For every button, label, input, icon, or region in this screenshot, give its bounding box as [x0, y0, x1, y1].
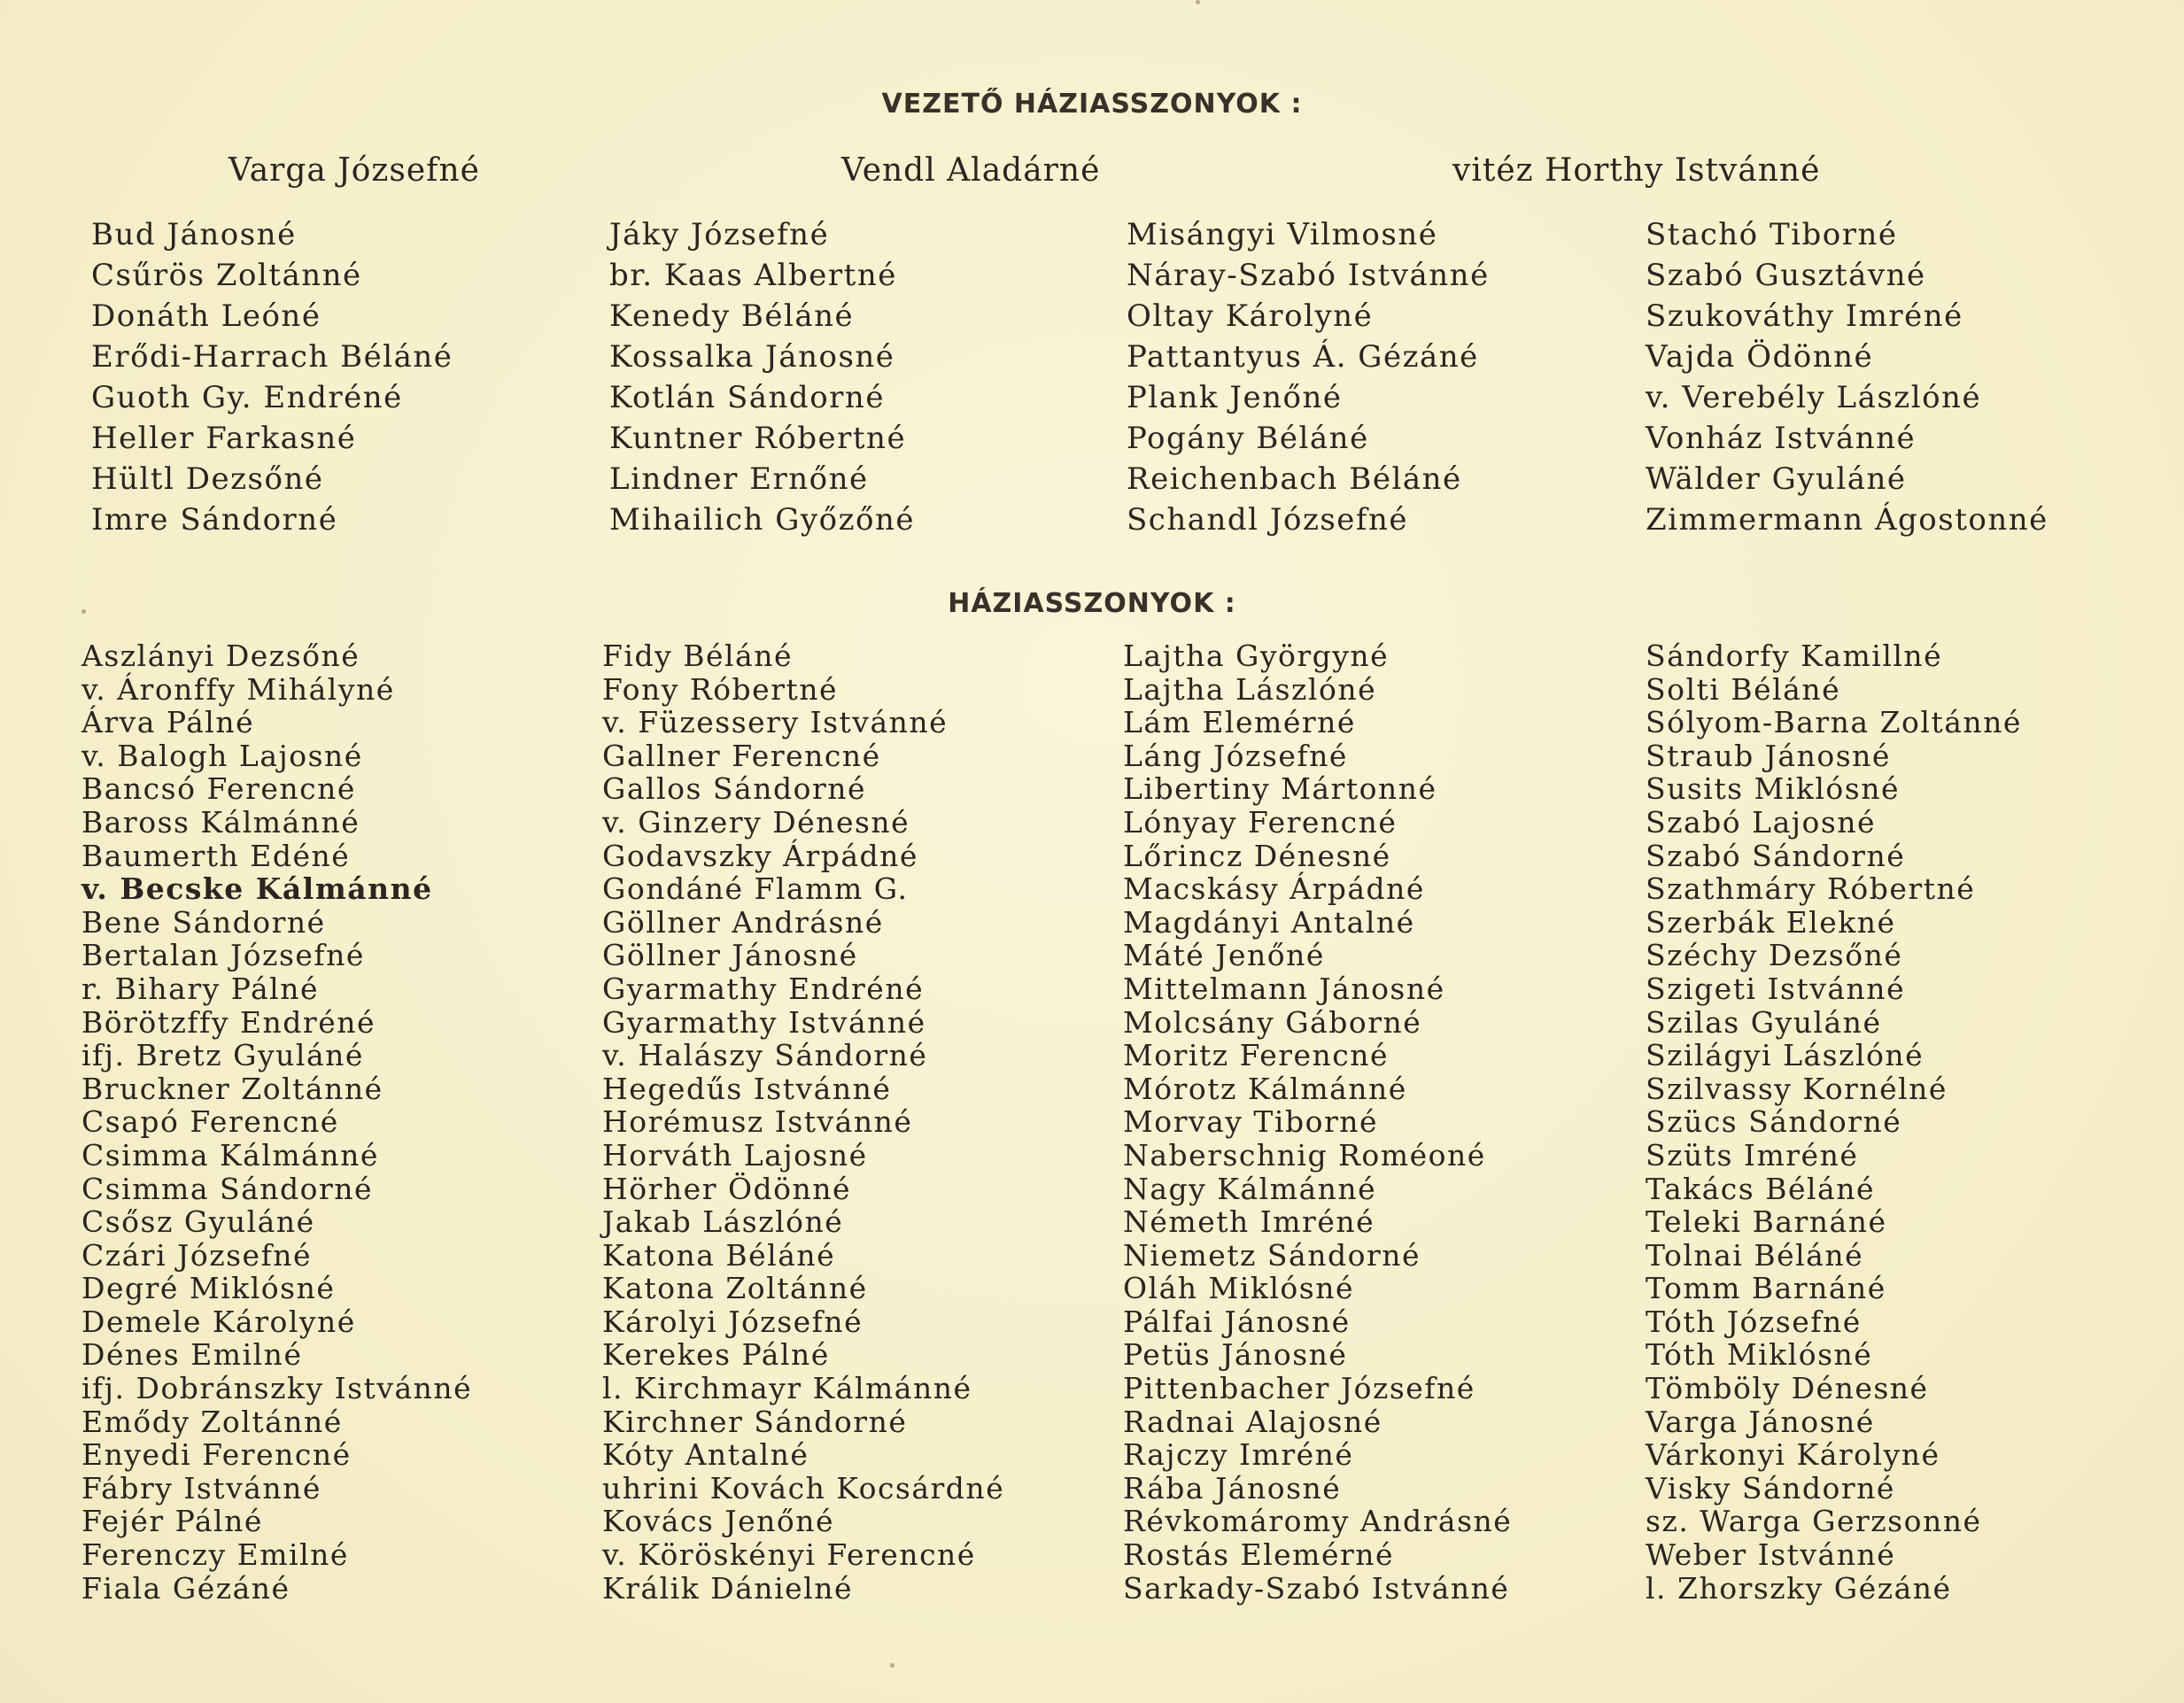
- name-entry: Csapó Ferencné: [81, 1104, 339, 1140]
- name-entry: Naberschnig Roméoné: [1123, 1137, 1486, 1173]
- name-entry: Tóth Józsefné: [1646, 1304, 1862, 1339]
- name-entry: v. Becske Kálmánné: [81, 871, 433, 907]
- name-entry: Plank Jenőné: [1127, 380, 1343, 415]
- name-entry: Szukováthy Imréné: [1646, 298, 1963, 334]
- name-entry: Szüts Imréné: [1646, 1137, 1859, 1173]
- name-entry: Lónyay Ferencné: [1123, 804, 1398, 840]
- name-entry: Árva Pálné: [81, 705, 255, 740]
- name-entry: Teleki Barnáné: [1646, 1204, 1887, 1240]
- name-entry: v. Füzessery Istvánné: [602, 705, 949, 740]
- name-entry: Petüs Jánosné: [1123, 1337, 1348, 1373]
- name-entry: Emődy Zoltánné: [81, 1404, 343, 1439]
- name-entry: Lajtha Györgyné: [1123, 639, 1390, 673]
- name-entry: Magdányi Antalné: [1123, 904, 1415, 940]
- hostess-column: [1123, 639, 1512, 1605]
- name-entry: Bruckner Zoltánné: [81, 1071, 383, 1106]
- name-entry: Csimma Kálmánné: [81, 1137, 379, 1173]
- name-entry: Lajtha Lászlóné: [1123, 671, 1377, 707]
- name-entry: Tóth Miklósné: [1646, 1337, 1873, 1373]
- name-entry: Pittenbacher Józsefné: [1123, 1371, 1475, 1406]
- name-entry: r. Bihary Pálné: [81, 971, 320, 1006]
- name-entry: Szerbák Elekné: [1646, 904, 1896, 940]
- name-entry: Szabó Gusztávné: [1646, 258, 1926, 293]
- name-entry: Sándorfy Kamillné: [1646, 639, 1943, 673]
- name-entry: Wälder Gyuláné: [1646, 461, 1907, 497]
- name-entry: ifj. Bretz Gyuláné: [81, 1038, 364, 1073]
- name-entry: Zimmermann Ágostonné: [1646, 502, 2048, 538]
- name-entry: Kossalka Jánosné: [609, 339, 895, 375]
- name-entry: Morvay Tiborné: [1123, 1104, 1378, 1140]
- name-entry: Czári Józsefné: [81, 1237, 313, 1273]
- name-entry: Gallner Ferencné: [602, 738, 881, 773]
- name-entry: Sólyom-Barna Zoltánné: [1646, 705, 2022, 740]
- name-entry: Gondáné Flamm G.: [602, 871, 909, 907]
- name-entry: Pálfai Jánosné: [1123, 1304, 1351, 1339]
- name-entry: Horváth Lajosné: [602, 1137, 868, 1173]
- name-entry: Schandl Józsefné: [1127, 502, 1409, 538]
- name-entry: Hörher Ödönné: [602, 1171, 852, 1206]
- name-entry: Kirchner Sándorné: [602, 1404, 908, 1439]
- name-entry: Oltay Károlyné: [1127, 298, 1374, 334]
- leading-hostesses-heading: VEZETŐ HÁZIASSZONYOK :: [881, 89, 1303, 120]
- name-entry: Gallos Sándorné: [602, 771, 867, 807]
- name-entry: Hegedűs Istvánné: [602, 1071, 892, 1106]
- name-entry: Stachó Tiborné: [1646, 217, 1898, 252]
- paper-speck: [890, 1663, 895, 1668]
- name-entry: Moritz Ferencné: [1123, 1038, 1390, 1073]
- name-entry: Fábry Istvánné: [81, 1470, 321, 1506]
- name-entry: Göllner Andrásné: [602, 904, 884, 940]
- name-entry: Vonház Istvánné: [1646, 421, 1917, 456]
- name-entry: Bancsó Ferencné: [81, 771, 356, 807]
- leading-column: [91, 214, 453, 540]
- name-entry: Macskásy Árpádné: [1123, 871, 1425, 907]
- name-entry: Mihailich Győzőné: [609, 502, 915, 538]
- name-entry: Szücs Sándorné: [1646, 1104, 1902, 1140]
- name-entry: Heller Farkasné: [91, 421, 357, 456]
- name-entry: Dénes Emilné: [81, 1337, 303, 1373]
- name-entry: Kotlán Sándorné: [609, 380, 885, 415]
- hostess-column: [81, 639, 472, 1605]
- name-entry: Tolnai Béláné: [1646, 1237, 1864, 1273]
- name-entry: Németh Imréné: [1123, 1204, 1375, 1240]
- name-entry: Csimma Sándorné: [81, 1171, 374, 1206]
- name-entry: Ferenczy Emilné: [81, 1537, 349, 1573]
- name-entry: Libertiny Mártonné: [1123, 771, 1437, 807]
- name-entry: Aszlányi Dezsőné: [81, 639, 360, 673]
- name-entry: Baross Kálmánné: [81, 804, 360, 840]
- name-entry: Rajczy Imréné: [1123, 1437, 1354, 1473]
- name-entry: ifj. Dobránszky Istvánné: [81, 1371, 473, 1406]
- name-entry: Kóty Antalné: [602, 1437, 809, 1473]
- name-entry: Visky Sándorné: [1646, 1470, 1895, 1506]
- hostess-column: [602, 639, 1004, 1605]
- name-entry: Bud Jánosné: [91, 217, 297, 252]
- name-entry: Misángyi Vilmosné: [1127, 217, 1438, 252]
- name-entry: Gyarmathy Istvánné: [602, 1004, 926, 1040]
- name-entry: Rostás Elemérné: [1123, 1537, 1395, 1573]
- name-entry: v. Ginzery Dénesné: [602, 804, 910, 840]
- name-entry: v. Verebély Lászlóné: [1646, 380, 1982, 415]
- name-entry: Takács Béláné: [1646, 1171, 1875, 1206]
- name-entry: Godavszky Árpádné: [602, 838, 918, 873]
- leading-column: [1646, 214, 2048, 540]
- name-entry: Rába Jánosné: [1123, 1470, 1342, 1506]
- name-entry: Fiala Gézáné: [81, 1570, 290, 1606]
- name-entry: Fony Róbertné: [602, 671, 839, 707]
- name-entry: Vajda Ödönné: [1646, 339, 1874, 375]
- name-entry: Szilas Gyuláné: [1646, 1004, 1882, 1040]
- name-entry: Szigeti Istvánné: [1646, 971, 1906, 1006]
- name-entry: Révkomáromy Andrásné: [1123, 1504, 1513, 1539]
- name-entry: Szilvassy Kornélné: [1646, 1071, 1948, 1106]
- name-entry: Kenedy Béláné: [609, 298, 855, 334]
- name-entry: br. Kaas Albertné: [609, 258, 897, 293]
- leading-column: [609, 214, 915, 540]
- name-entry: Radnai Alajosné: [1123, 1404, 1382, 1439]
- name-entry: Fejér Pálné: [81, 1504, 263, 1539]
- name-entry: Mórotz Kálmánné: [1123, 1071, 1407, 1106]
- name-entry: Reichenbach Béláné: [1127, 461, 1462, 497]
- hostess-column: [1646, 639, 2022, 1605]
- name-entry: Szabó Lajosné: [1646, 804, 1877, 840]
- name-entry: Tömböly Dénesné: [1646, 1371, 1929, 1406]
- name-entry: Lőrincz Dénesné: [1123, 838, 1391, 873]
- name-entry: Horémusz Istvánné: [602, 1104, 913, 1140]
- name-entry: Göllner Jánosné: [602, 938, 858, 973]
- name-entry: v. Halászy Sándorné: [602, 1038, 928, 1073]
- name-entry: Baumerth Edéné: [81, 838, 351, 873]
- name-entry: Várkonyi Károlyné: [1646, 1437, 1940, 1473]
- name-entry: Degré Miklósné: [81, 1271, 336, 1306]
- name-entry: Máté Jenőné: [1123, 938, 1325, 973]
- name-entry: Imre Sándorné: [91, 502, 338, 538]
- name-entry: Kovács Jenőné: [602, 1504, 835, 1539]
- name-entry: Jáky Józsefné: [609, 217, 830, 252]
- name-entry: Tomm Barnáné: [1646, 1271, 1886, 1306]
- name-entry: Börötzffy Endréné: [81, 1004, 376, 1040]
- name-entry: v. Köröskényi Ferencné: [602, 1537, 976, 1573]
- name-entry: Jakab Lászlóné: [602, 1204, 844, 1240]
- name-entry: Láng Józsefné: [1123, 738, 1348, 773]
- name-entry: Károlyi Józsefné: [602, 1304, 864, 1339]
- name-entry: Hültl Dezsőné: [91, 461, 324, 497]
- name-entry: Donáth Leóné: [91, 298, 321, 334]
- name-entry: v. Balogh Lajosné: [81, 738, 363, 773]
- name-entry: Szathmáry Róbertné: [1646, 871, 1976, 907]
- leader-name: vitéz Horthy Istvánné: [1452, 152, 1821, 189]
- name-entry: Enyedi Ferencné: [81, 1437, 352, 1473]
- name-entry: Weber Istvánné: [1646, 1537, 1896, 1573]
- leader-name: Vendl Aladárné: [841, 152, 1101, 189]
- name-entry: Széchy Dezsőné: [1646, 938, 1903, 973]
- name-entry: Králik Dánielné: [602, 1570, 854, 1606]
- name-entry: Susits Miklósné: [1646, 771, 1901, 807]
- name-entry: Katona Zoltánné: [602, 1271, 868, 1306]
- name-entry: Varga Jánosné: [1646, 1404, 1875, 1439]
- name-entry: Fidy Béláné: [602, 639, 793, 673]
- name-entry: Náray-Szabó Istvánné: [1127, 258, 1490, 293]
- paper-speck: [1196, 0, 1200, 4]
- name-entry: Pogány Béláné: [1127, 421, 1369, 456]
- name-entry: v. Áronffy Mihályné: [81, 671, 395, 707]
- name-entry: Erődi-Harrach Béláné: [91, 339, 453, 375]
- name-entry: Csősz Gyuláné: [81, 1204, 315, 1240]
- name-entry: Gyarmathy Endréné: [602, 971, 925, 1006]
- name-entry: Bertalan Józsefné: [81, 938, 365, 973]
- name-entry: Mittelmann Jánosné: [1123, 971, 1445, 1006]
- name-entry: Guoth Gy. Endréné: [91, 380, 403, 415]
- name-entry: Sarkady-Szabó Istvánné: [1123, 1570, 1510, 1606]
- name-entry: Szilágyi Lászlóné: [1646, 1038, 1925, 1073]
- name-entry: Solti Béláné: [1646, 671, 1841, 707]
- leading-column: [1127, 214, 1490, 540]
- name-entry: Lindner Ernőné: [609, 461, 869, 497]
- name-entry: Niemetz Sándorné: [1123, 1237, 1421, 1273]
- name-entry: Straub Jánosné: [1646, 738, 1891, 773]
- name-entry: l. Kirchmayr Kálmánné: [602, 1371, 972, 1406]
- name-entry: Lám Elemérné: [1123, 705, 1356, 740]
- leader-name: Varga Józsefné: [228, 152, 480, 189]
- name-entry: Katona Béláné: [602, 1237, 836, 1273]
- name-entry: Pattantyus Á. Gézáné: [1127, 339, 1479, 375]
- name-entry: Oláh Miklósné: [1123, 1271, 1355, 1306]
- name-entry: Bene Sándorné: [81, 904, 326, 940]
- name-entry: Kerekes Pálné: [602, 1337, 830, 1373]
- name-entry: uhrini Kovách Kocsárdné: [602, 1470, 1005, 1506]
- name-entry: Szabó Sándorné: [1646, 838, 1906, 873]
- name-entry: Molcsány Gáborné: [1123, 1004, 1422, 1040]
- name-entry: Kuntner Róbertné: [609, 421, 907, 456]
- name-entry: l. Zhorszky Gézáné: [1646, 1570, 1952, 1606]
- name-entry: Demele Károlyné: [81, 1304, 356, 1339]
- hostesses-heading: HÁZIASSZONYOK :: [948, 588, 1236, 619]
- name-entry: Csűrös Zoltánné: [91, 258, 362, 293]
- name-entry: Nagy Kálmánné: [1123, 1171, 1377, 1206]
- name-entry: sz. Warga Gerzsonné: [1646, 1504, 1982, 1539]
